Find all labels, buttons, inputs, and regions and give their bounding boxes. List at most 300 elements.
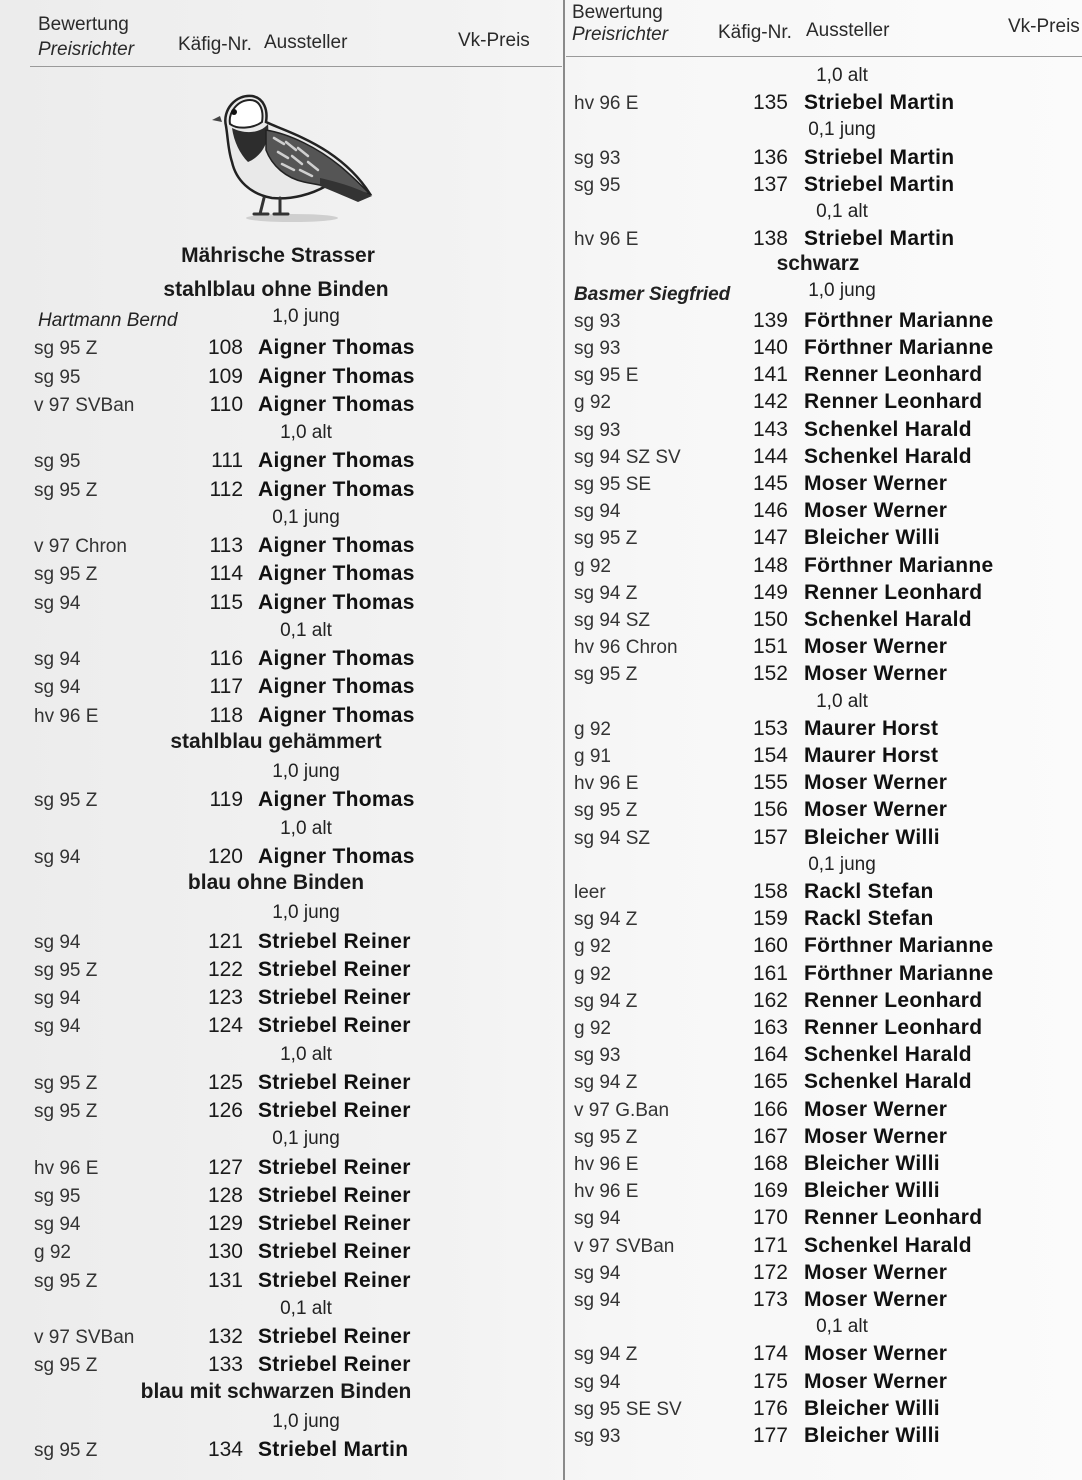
entry-rating: sg 94 SZ bbox=[574, 827, 651, 849]
entry-exhibitor: Schenkel Harald bbox=[804, 608, 972, 631]
entry-row bbox=[566, 526, 1082, 552]
entry-exhibitor: Bleicher Willi bbox=[804, 825, 940, 849]
entry-rating: v 97 SVBan bbox=[34, 1327, 135, 1349]
entry-rating: g 92 bbox=[574, 392, 611, 414]
entry-cage-number: 154 bbox=[752, 744, 788, 767]
entry-exhibitor: Striebel Reiner bbox=[258, 1183, 411, 1207]
entry-cage-number: 174 bbox=[752, 1342, 788, 1366]
entry-exhibitor: Aigner Thomas bbox=[258, 477, 415, 501]
entry-cage-number: 138 bbox=[752, 227, 788, 251]
entry-rating: g 92 bbox=[34, 1242, 71, 1264]
entry-exhibitor: Bleicher Willi bbox=[804, 1424, 940, 1447]
entry-rating: sg 95 Z bbox=[34, 959, 98, 981]
entry-rating: v 97 SVBan bbox=[574, 1235, 675, 1257]
entry-exhibitor: Striebel Reiner bbox=[258, 1353, 411, 1377]
entry-cage-number: 167 bbox=[752, 1124, 788, 1148]
header-rating: Bewertung bbox=[38, 14, 129, 35]
entry-rating: sg 94 bbox=[34, 592, 81, 614]
entry-cage-number: 144 bbox=[752, 444, 788, 468]
entry-cage-number: 133 bbox=[207, 1353, 243, 1377]
entry-exhibitor: Moser Werner bbox=[804, 499, 948, 523]
age-class-label: 1,0 alt bbox=[280, 422, 332, 444]
entry-exhibitor: Aigner Thomas bbox=[258, 844, 415, 868]
entry-cage-number: 135 bbox=[752, 91, 788, 115]
entry-row bbox=[0, 1353, 563, 1379]
header-cage: Käfig-Nr. bbox=[178, 34, 252, 55]
entry-row bbox=[566, 798, 1082, 824]
entry-exhibitor: Striebel Martin bbox=[804, 91, 955, 115]
entry-rating: sg 95 Z bbox=[34, 1355, 98, 1377]
entry-exhibitor: Moser Werner bbox=[804, 771, 948, 795]
entry-row bbox=[0, 1269, 563, 1295]
entry-exhibitor: Renner Leonhard bbox=[804, 580, 983, 604]
entry-rating: hv 96 Chron bbox=[574, 637, 678, 659]
entry-cage-number: 111 bbox=[211, 449, 243, 473]
entry-rating: leer bbox=[574, 882, 606, 903]
entry-row bbox=[0, 1014, 563, 1040]
entry-row bbox=[566, 907, 1082, 933]
entry-row bbox=[0, 449, 563, 475]
entry-rating: sg 95 Z bbox=[574, 664, 638, 686]
entry-row bbox=[566, 363, 1082, 389]
entry-rating: sg 94 bbox=[34, 846, 81, 868]
entry-cage-number: 130 bbox=[207, 1240, 243, 1264]
header-rating: Bewertung bbox=[572, 2, 663, 23]
age-class-label: 0,1 jung bbox=[272, 506, 340, 528]
entry-row bbox=[566, 1206, 1082, 1232]
entry-exhibitor: Moser Werner bbox=[804, 1342, 948, 1366]
entry-row bbox=[566, 880, 1082, 906]
entry-cage-number: 120 bbox=[207, 844, 243, 868]
entry-row bbox=[0, 591, 563, 617]
entry-rating: sg 93 bbox=[574, 310, 621, 332]
entry-exhibitor: Striebel Reiner bbox=[258, 1070, 411, 1094]
entry-rating: sg 95 Z bbox=[574, 528, 638, 550]
entry-row bbox=[0, 1240, 563, 1266]
entry-cage-number: 164 bbox=[752, 1043, 788, 1067]
entry-row bbox=[0, 675, 563, 701]
entry-cage-number: 109 bbox=[207, 364, 243, 388]
entry-cage-number: 149 bbox=[752, 580, 788, 604]
entry-cage-number: 151 bbox=[752, 635, 788, 659]
entry-cage-number: 155 bbox=[752, 771, 788, 795]
entry-rating: sg 95 Z bbox=[34, 1270, 98, 1292]
entry-rating: sg 94 Z bbox=[574, 1344, 638, 1366]
entry-exhibitor: Aigner Thomas bbox=[258, 675, 415, 699]
entry-row bbox=[566, 962, 1082, 988]
entry-rating: hv 96 E bbox=[574, 1181, 639, 1203]
entry-exhibitor: Striebel Martin bbox=[258, 1438, 409, 1461]
age-class-label: 1,0 jung bbox=[808, 279, 876, 301]
entry-rating: g 92 bbox=[574, 963, 611, 985]
entry-rating: sg 94 Z bbox=[574, 1072, 638, 1094]
entry-exhibitor: Moser Werner bbox=[804, 1288, 948, 1311]
entry-rating: sg 95 bbox=[34, 366, 81, 388]
entry-exhibitor: Aigner Thomas bbox=[258, 647, 415, 671]
entry-cage-number: 121 bbox=[207, 929, 243, 953]
age-class-label: 1,0 alt bbox=[816, 65, 868, 86]
entry-cage-number: 171 bbox=[752, 1233, 788, 1257]
entry-exhibitor: Moser Werner bbox=[804, 635, 948, 659]
entry-exhibitor: Schenkel Harald bbox=[804, 1070, 972, 1094]
entry-row bbox=[0, 1438, 563, 1464]
entry-exhibitor: Striebel Reiner bbox=[258, 1099, 411, 1123]
age-class-label: 1,0 jung bbox=[272, 306, 340, 328]
entry-rating: g 91 bbox=[574, 746, 611, 767]
entry-cage-number: 157 bbox=[752, 825, 788, 849]
entry-row bbox=[566, 91, 1082, 117]
entry-exhibitor: Förthner Marianne bbox=[804, 934, 994, 958]
entry-rating: sg 94 SZ SV bbox=[574, 446, 681, 468]
entry-cage-number: 108 bbox=[207, 336, 243, 360]
entry-cage-number: 156 bbox=[752, 798, 788, 822]
entry-cage-number: 125 bbox=[207, 1070, 243, 1094]
entry-cage-number: 158 bbox=[752, 880, 788, 903]
entry-exhibitor: Bleicher Willi bbox=[804, 1179, 940, 1203]
entry-rating: sg 95 bbox=[34, 451, 81, 473]
entry-cage-number: 139 bbox=[752, 308, 788, 332]
entry-cage-number: 150 bbox=[752, 608, 788, 631]
entry-row bbox=[566, 635, 1082, 661]
entry-row bbox=[566, 744, 1082, 770]
entry-exhibitor: Moser Werner bbox=[804, 662, 948, 686]
entry-row bbox=[566, 934, 1082, 960]
entry-rating: sg 95 Z bbox=[574, 1126, 638, 1148]
entry-cage-number: 170 bbox=[752, 1206, 788, 1230]
entry-cage-number: 168 bbox=[752, 1152, 788, 1175]
entry-rating: sg 94 Z bbox=[574, 990, 638, 1012]
entry-row bbox=[566, 1261, 1082, 1287]
entry-row bbox=[0, 704, 563, 730]
age-class-label: 1,0 alt bbox=[280, 817, 332, 839]
color-section-title: stahlblau ohne Binden bbox=[163, 278, 389, 301]
entry-cage-number: 172 bbox=[752, 1260, 788, 1284]
header-cage: Käfig-Nr. bbox=[718, 22, 792, 43]
entry-exhibitor: Rackl Stefan bbox=[804, 907, 934, 931]
entry-cage-number: 140 bbox=[752, 336, 788, 359]
entry-row bbox=[566, 554, 1082, 580]
entry-rating: hv 96 E bbox=[34, 1157, 99, 1179]
entry-rating: sg 93 bbox=[574, 147, 621, 169]
column-divider bbox=[563, 0, 565, 1480]
entry-exhibitor: Moser Werner bbox=[804, 472, 948, 495]
entry-row bbox=[0, 336, 563, 362]
entry-exhibitor: Schenkel Harald bbox=[804, 417, 972, 441]
judge-name: Basmer Siegfried bbox=[574, 283, 731, 305]
entry-cage-number: 152 bbox=[752, 662, 788, 686]
entry-row bbox=[0, 958, 563, 984]
entry-rating: sg 95 E bbox=[574, 365, 639, 387]
entry-row bbox=[566, 1016, 1082, 1042]
entry-rating: hv 96 E bbox=[574, 1154, 639, 1175]
entry-rating: v 97 Chron bbox=[34, 536, 127, 558]
entry-cage-number: 116 bbox=[209, 647, 243, 671]
entry-exhibitor: Schenkel Harald bbox=[804, 444, 972, 468]
color-section-title: schwarz bbox=[776, 252, 860, 276]
entry-row bbox=[566, 1098, 1082, 1124]
entry-rating: sg 93 bbox=[574, 419, 621, 441]
entry-rating: sg 95 Z bbox=[34, 1101, 98, 1123]
entry-exhibitor: Aigner Thomas bbox=[258, 562, 415, 586]
entry-cage-number: 124 bbox=[207, 1014, 243, 1038]
age-class-label: 0,1 alt bbox=[280, 1297, 332, 1319]
entry-exhibitor: Striebel Reiner bbox=[258, 1014, 411, 1038]
entry-cage-number: 118 bbox=[209, 703, 243, 727]
age-class-label: 0,1 jung bbox=[808, 119, 876, 141]
entry-row bbox=[566, 1397, 1082, 1423]
entry-rating: sg 95 Z bbox=[34, 790, 98, 812]
judge-name: Hartmann Bernd bbox=[38, 310, 178, 332]
entry-exhibitor: Aigner Thomas bbox=[258, 703, 415, 727]
entry-exhibitor: Förthner Marianne bbox=[804, 553, 994, 577]
entry-row bbox=[566, 173, 1082, 199]
entry-exhibitor: Aigner Thomas bbox=[258, 336, 415, 360]
entry-cage-number: 160 bbox=[752, 934, 788, 958]
entry-rating: sg 94 bbox=[34, 677, 81, 699]
age-class-label: 1,0 jung bbox=[272, 761, 340, 783]
entry-exhibitor: Moser Werner bbox=[804, 1124, 948, 1148]
entry-row bbox=[566, 581, 1082, 607]
entry-row bbox=[566, 445, 1082, 471]
entry-exhibitor: Aigner Thomas bbox=[258, 788, 415, 812]
entry-rating: v 97 SVBan bbox=[34, 394, 135, 416]
entry-exhibitor: Bleicher Willi bbox=[804, 526, 940, 550]
entry-row bbox=[0, 1156, 563, 1182]
age-class-label: 1,0 jung bbox=[272, 902, 340, 924]
color-section-title: stahlblau gehämmert bbox=[170, 729, 382, 753]
entry-cage-number: 126 bbox=[207, 1099, 243, 1123]
entry-exhibitor: Aigner Thomas bbox=[258, 392, 415, 416]
entry-exhibitor: Moser Werner bbox=[804, 1097, 948, 1121]
entry-cage-number: 117 bbox=[209, 675, 243, 699]
entry-cage-number: 176 bbox=[752, 1396, 788, 1420]
entry-exhibitor: Striebel Martin bbox=[804, 172, 955, 196]
header-exhibitor: Aussteller bbox=[264, 32, 348, 53]
entry-exhibitor: Renner Leonhard bbox=[804, 363, 983, 387]
entry-exhibitor: Förthner Marianne bbox=[804, 336, 994, 359]
entry-exhibitor: Aigner Thomas bbox=[258, 590, 415, 614]
entry-rating: sg 93 bbox=[574, 1045, 621, 1067]
entry-exhibitor: Moser Werner bbox=[804, 1260, 948, 1284]
entry-rating: sg 94 bbox=[574, 1208, 621, 1230]
entry-row bbox=[0, 788, 563, 814]
entry-row bbox=[566, 1342, 1082, 1368]
age-class-label: 1,0 alt bbox=[280, 1043, 332, 1065]
entry-cage-number: 132 bbox=[207, 1325, 243, 1349]
entry-row bbox=[566, 1424, 1082, 1450]
header-judge: Preisrichter bbox=[572, 24, 669, 45]
entry-row bbox=[566, 608, 1082, 634]
entry-cage-number: 173 bbox=[752, 1288, 788, 1311]
entry-row bbox=[566, 390, 1082, 416]
entry-rating: sg 95 Z bbox=[34, 1440, 98, 1461]
right-column bbox=[566, 0, 1082, 1480]
entry-row bbox=[0, 365, 563, 391]
entry-exhibitor: Striebel Martin bbox=[804, 227, 955, 251]
entry-exhibitor: Striebel Reiner bbox=[258, 957, 411, 981]
entry-rating: sg 95 SE bbox=[574, 474, 652, 495]
entry-exhibitor: Renner Leonhard bbox=[804, 1016, 983, 1039]
entry-exhibitor: Aigner Thomas bbox=[258, 449, 415, 473]
entry-cage-number: 169 bbox=[752, 1179, 788, 1203]
entry-rating: sg 93 bbox=[574, 1426, 621, 1447]
entry-rating: sg 93 bbox=[574, 338, 621, 359]
entry-exhibitor: Striebel Martin bbox=[804, 145, 955, 169]
age-class-label: 0,1 alt bbox=[816, 201, 868, 222]
age-class-label: 0,1 jung bbox=[272, 1128, 340, 1150]
entry-exhibitor: Schenkel Harald bbox=[804, 1043, 972, 1067]
entry-rating: g 92 bbox=[574, 1018, 611, 1039]
entry-row bbox=[0, 1071, 563, 1097]
entry-row bbox=[566, 418, 1082, 444]
entry-row bbox=[0, 562, 563, 588]
entry-row bbox=[566, 1234, 1082, 1260]
entry-row bbox=[566, 1179, 1082, 1205]
entry-row bbox=[566, 472, 1082, 498]
entry-cage-number: 165 bbox=[752, 1070, 788, 1094]
entry-rating: sg 94 bbox=[574, 501, 621, 523]
entry-cage-number: 159 bbox=[752, 907, 788, 931]
entry-cage-number: 137 bbox=[752, 172, 788, 196]
entry-row bbox=[566, 227, 1082, 253]
entry-row bbox=[566, 499, 1082, 525]
entry-exhibitor: Förthner Marianne bbox=[804, 308, 994, 332]
entry-rating: sg 95 SE SV bbox=[574, 1398, 682, 1420]
header-exhibitor: Aussteller bbox=[806, 20, 890, 41]
header-price: Vk-Preis bbox=[458, 30, 530, 51]
entry-row bbox=[566, 1043, 1082, 1069]
entry-rating: hv 96 E bbox=[574, 229, 639, 251]
pigeon-illustration bbox=[208, 82, 376, 224]
entry-cage-number: 161 bbox=[752, 961, 788, 985]
entry-cage-number: 123 bbox=[207, 986, 243, 1010]
entry-cage-number: 119 bbox=[209, 788, 243, 812]
entry-row bbox=[0, 534, 563, 560]
entry-row bbox=[0, 845, 563, 871]
age-class-label: 1,0 alt bbox=[816, 690, 868, 712]
age-class-label: 1,0 jung bbox=[272, 1410, 340, 1432]
entry-cage-number: 153 bbox=[752, 716, 788, 740]
entry-row bbox=[0, 1212, 563, 1238]
entry-cage-number: 128 bbox=[207, 1183, 243, 1207]
entry-exhibitor: Renner Leonhard bbox=[804, 1206, 983, 1230]
entry-cage-number: 127 bbox=[207, 1155, 243, 1179]
entry-row bbox=[566, 336, 1082, 362]
entry-rating: g 92 bbox=[574, 718, 611, 740]
entry-exhibitor: Aigner Thomas bbox=[258, 364, 415, 388]
entry-exhibitor: Aigner Thomas bbox=[258, 534, 415, 558]
entry-row bbox=[0, 930, 563, 956]
entry-row bbox=[566, 826, 1082, 852]
entry-rating: g 92 bbox=[574, 555, 611, 577]
entry-row bbox=[566, 309, 1082, 335]
entry-row bbox=[566, 1070, 1082, 1096]
entry-exhibitor: Striebel Reiner bbox=[258, 929, 411, 953]
entry-cage-number: 147 bbox=[752, 526, 788, 550]
breed-title: Mährische Strasser bbox=[181, 244, 375, 267]
entry-exhibitor: Moser Werner bbox=[804, 798, 948, 822]
entry-rating: sg 95 Z bbox=[34, 564, 98, 586]
entry-exhibitor: Renner Leonhard bbox=[804, 390, 983, 414]
entry-row bbox=[0, 1099, 563, 1125]
entry-rating: hv 96 E bbox=[574, 773, 639, 795]
entry-row bbox=[0, 1184, 563, 1210]
entry-row bbox=[566, 717, 1082, 743]
entry-cage-number: 115 bbox=[209, 590, 243, 614]
entry-rating: sg 95 bbox=[574, 174, 621, 196]
entry-exhibitor: Striebel Reiner bbox=[258, 1155, 411, 1179]
entry-exhibitor: Schenkel Harald bbox=[804, 1233, 972, 1257]
entry-cage-number: 129 bbox=[207, 1212, 243, 1236]
entry-row bbox=[566, 662, 1082, 688]
entry-exhibitor: Striebel Reiner bbox=[258, 1212, 411, 1236]
header-rule bbox=[30, 66, 562, 67]
entry-rating: sg 95 bbox=[34, 1185, 81, 1207]
entry-row bbox=[0, 478, 563, 504]
entry-row bbox=[0, 647, 563, 673]
entry-cage-number: 141 bbox=[752, 363, 788, 387]
entry-rating: sg 94 bbox=[34, 931, 81, 953]
entry-rating: sg 94 bbox=[34, 649, 81, 671]
entry-cage-number: 166 bbox=[752, 1097, 788, 1121]
entry-exhibitor: Maurer Horst bbox=[804, 716, 939, 740]
entry-cage-number: 148 bbox=[752, 553, 788, 577]
entry-row bbox=[566, 1288, 1082, 1314]
entry-row bbox=[566, 1125, 1082, 1151]
entry-rating: hv 96 E bbox=[574, 93, 639, 115]
entry-rating: sg 95 Z bbox=[34, 479, 98, 501]
entry-exhibitor: Bleicher Willi bbox=[804, 1396, 940, 1420]
entry-exhibitor: Bleicher Willi bbox=[804, 1152, 940, 1175]
entry-rating: sg 94 bbox=[574, 1371, 621, 1393]
age-class-label: 0,1 alt bbox=[816, 1316, 868, 1338]
entry-rating: sg 94 bbox=[34, 1016, 81, 1038]
entry-cage-number: 142 bbox=[752, 390, 788, 414]
entry-row bbox=[0, 1325, 563, 1351]
age-class-label: 0,1 alt bbox=[280, 619, 332, 641]
entry-row bbox=[566, 989, 1082, 1015]
entry-rating: sg 94 Z bbox=[574, 909, 638, 931]
entry-cage-number: 122 bbox=[207, 957, 243, 981]
entry-cage-number: 112 bbox=[209, 477, 243, 501]
entry-cage-number: 143 bbox=[752, 417, 788, 441]
entry-cage-number: 134 bbox=[207, 1438, 243, 1461]
entry-rating: sg 95 Z bbox=[34, 338, 98, 360]
entry-cage-number: 114 bbox=[209, 562, 243, 586]
entry-cage-number: 146 bbox=[752, 499, 788, 523]
entry-row bbox=[566, 146, 1082, 172]
entry-cage-number: 113 bbox=[209, 534, 243, 558]
entry-rating: hv 96 E bbox=[34, 705, 99, 727]
entry-rating: g 92 bbox=[574, 936, 611, 958]
entry-rating: sg 94 bbox=[34, 988, 81, 1010]
entry-cage-number: 145 bbox=[752, 472, 788, 495]
entry-row bbox=[566, 771, 1082, 797]
entry-exhibitor: Striebel Reiner bbox=[258, 1268, 411, 1292]
entry-row bbox=[566, 1370, 1082, 1396]
entry-rating: sg 95 Z bbox=[34, 1072, 98, 1094]
age-class-label: 0,1 jung bbox=[808, 853, 876, 875]
header-price: Vk-Preis bbox=[1008, 16, 1080, 37]
entry-exhibitor: Renner Leonhard bbox=[804, 988, 983, 1012]
header-judge: Preisrichter bbox=[38, 39, 135, 60]
entry-rating: sg 94 bbox=[574, 1290, 621, 1311]
entry-row bbox=[0, 986, 563, 1012]
entry-rating: sg 95 Z bbox=[574, 800, 638, 822]
entry-cage-number: 162 bbox=[752, 988, 788, 1012]
entry-exhibitor: Moser Werner bbox=[804, 1369, 948, 1393]
entry-cage-number: 131 bbox=[207, 1268, 243, 1292]
